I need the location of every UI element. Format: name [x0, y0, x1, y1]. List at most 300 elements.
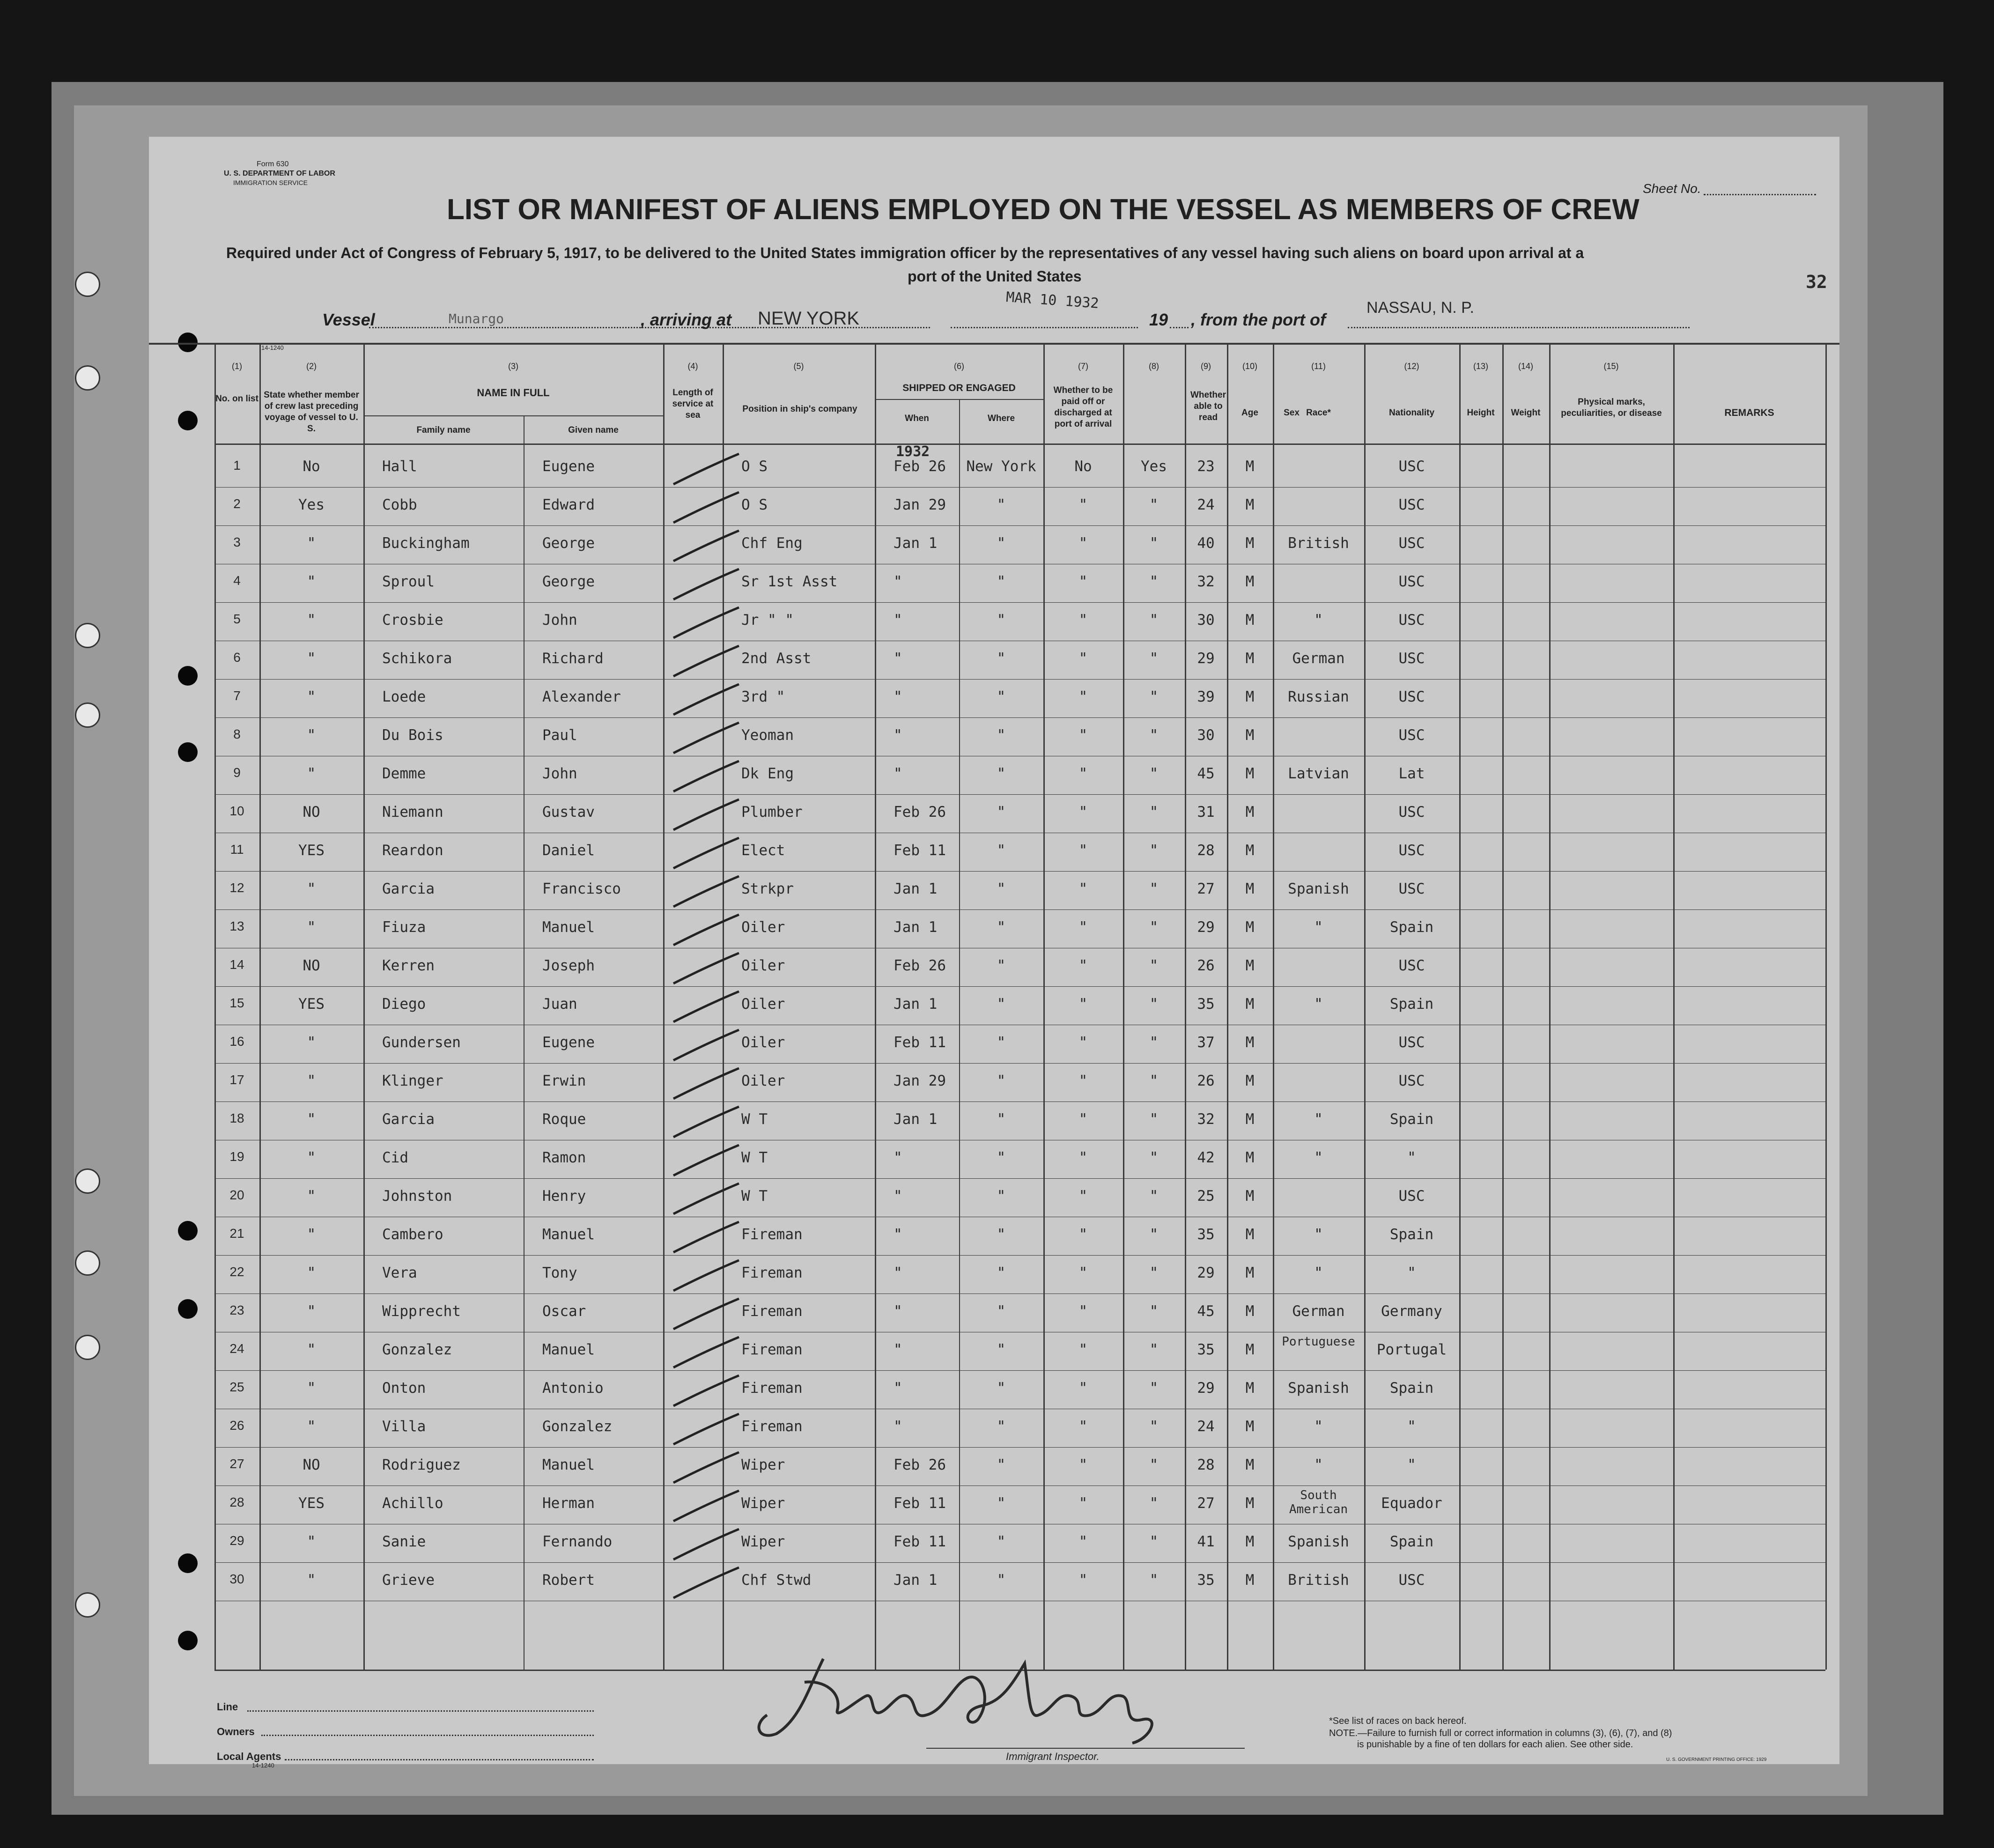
able-to-read-cell: " — [1149, 650, 1159, 667]
shipped-when-cell: Feb 26 — [894, 1456, 946, 1473]
paid-off-cell: " — [1078, 919, 1088, 936]
able-to-read-cell: " — [1149, 957, 1159, 974]
able-to-read-cell: " — [1149, 1226, 1159, 1243]
sex-cell: M — [1245, 727, 1255, 744]
family-name-cell: Onton — [382, 1380, 426, 1397]
nationality-cell: USC — [1398, 535, 1425, 552]
shipped-where-cell: " — [997, 765, 1006, 782]
paid-off-cell: No — [1074, 458, 1092, 475]
col-given-header: Given name — [568, 425, 619, 435]
family-name-cell: Crosbie — [382, 612, 443, 628]
shipped-when-cell: Jan 1 — [894, 1111, 938, 1128]
shipped-where-cell: " — [997, 804, 1006, 821]
race-cell: " — [1314, 1111, 1323, 1128]
shipped-when-cell: Feb 26 — [894, 804, 946, 821]
col-age-header: Age — [1241, 408, 1258, 418]
position-cell: Fireman — [741, 1341, 803, 1358]
nationality-cell: USC — [1398, 496, 1425, 513]
nationality-cell: USC — [1398, 1572, 1425, 1589]
col-prev-voyage-header: State whether member of crew last preceding voyage of vessel to U. S. — [264, 390, 359, 434]
nationality-cell: USC — [1398, 612, 1425, 628]
sex-cell: M — [1245, 765, 1255, 782]
sheet-no-label: Sheet No. — [1643, 181, 1701, 196]
row-number: 28 — [229, 1495, 244, 1509]
colnum: (6) — [954, 362, 964, 371]
family-name-cell: Rodriguez — [382, 1456, 461, 1473]
nationality-cell: USC — [1398, 458, 1425, 475]
service-check-mark — [669, 912, 744, 950]
family-name-cell: Gonzalez — [382, 1341, 452, 1358]
age-cell: 39 — [1197, 688, 1215, 705]
service-check-mark — [669, 1181, 744, 1219]
position-cell: Sr 1st Asst — [741, 573, 838, 590]
shipped-when-cell: " — [894, 688, 902, 705]
position-cell: Fireman — [741, 1418, 803, 1435]
family-name-cell: Cambero — [382, 1226, 443, 1243]
col-weight-header: Weight — [1511, 408, 1541, 418]
col-when-header: When — [905, 414, 929, 423]
age-cell: 45 — [1197, 1303, 1215, 1320]
colnum: (11) — [1311, 362, 1326, 371]
col-race-label: Race* — [1306, 408, 1331, 418]
position-cell: Dk Eng — [741, 765, 794, 782]
shipped-when-cell: " — [894, 1188, 902, 1205]
shipped-where-cell: " — [997, 996, 1006, 1013]
paid-off-cell: " — [1078, 1495, 1088, 1512]
shipped-when-cell: Jan 1 — [894, 535, 938, 552]
shipped-when-cell: " — [894, 573, 902, 590]
table-row — [149, 450, 1839, 488]
col-read-header: Whether able to read — [1190, 390, 1226, 422]
given-name-cell: Roque — [542, 1111, 586, 1128]
shipped-where-cell: " — [997, 688, 1006, 705]
service-check-mark — [669, 1373, 744, 1411]
sex-cell: M — [1245, 804, 1255, 821]
race-cell: " — [1314, 1456, 1323, 1473]
from-port-label: , from the port of — [1191, 310, 1326, 329]
colnum: (8) — [1149, 362, 1159, 371]
family-name-cell: Villa — [382, 1418, 426, 1435]
sex-cell: M — [1245, 1303, 1255, 1320]
shipped-where-cell: " — [997, 650, 1006, 667]
position-cell: Yeoman — [741, 727, 794, 744]
manifest-sheet — [149, 137, 1839, 1769]
given-name-cell: Antonio — [542, 1380, 604, 1397]
printer-note: U. S. GOVERNMENT PRINTING OFFICE: 1929 — [1666, 1757, 1767, 1762]
table-row — [149, 642, 1839, 680]
nationality-cell: Germany — [1381, 1303, 1442, 1320]
col-name-header: NAME IN FULL — [477, 387, 550, 399]
nationality-cell: USC — [1398, 1188, 1425, 1205]
paid-off-cell: " — [1078, 804, 1088, 821]
year-note: 1932 — [896, 444, 930, 460]
shipped-where-cell: " — [997, 919, 1006, 936]
given-name-cell: Joseph — [542, 957, 595, 974]
table-row — [149, 526, 1839, 565]
position-cell: Elect — [741, 842, 785, 859]
shipped-when-cell: Jan 1 — [894, 919, 938, 936]
nationality-cell: USC — [1398, 1034, 1425, 1051]
row-number: 10 — [229, 804, 244, 818]
able-to-read-cell: " — [1149, 804, 1159, 821]
family-name-cell: Achillo — [382, 1495, 443, 1512]
table-row — [149, 603, 1839, 642]
shipped-where-cell: " — [997, 1072, 1006, 1089]
shipped-where-cell: " — [997, 1380, 1006, 1397]
table-row — [149, 488, 1839, 526]
shipped-when-cell: Jan 1 — [894, 880, 938, 897]
shipped-when-cell: " — [894, 1380, 902, 1397]
able-to-read-cell: " — [1149, 996, 1159, 1013]
paid-off-cell: " — [1078, 1111, 1088, 1128]
sex-cell: M — [1245, 842, 1255, 859]
owners-label: Owners — [217, 1726, 255, 1737]
row-divider — [214, 986, 1825, 987]
colnum: (5) — [793, 362, 804, 371]
position-cell: Oiler — [741, 919, 785, 936]
table-row — [149, 680, 1839, 718]
service-check-mark — [669, 528, 744, 566]
prev-voyage-cell: NO — [303, 957, 320, 974]
col-height-header: Height — [1467, 408, 1495, 418]
given-name-cell: Juan — [542, 996, 577, 1013]
paid-off-cell: " — [1078, 1380, 1088, 1397]
service-check-mark — [669, 1450, 744, 1487]
prev-voyage-cell: YES — [298, 842, 325, 859]
prev-voyage-cell: Yes — [298, 496, 325, 513]
binder-hole — [75, 702, 100, 728]
colnum: (13) — [1473, 362, 1488, 371]
binder-hole — [75, 365, 100, 391]
row-number: 27 — [229, 1456, 244, 1471]
able-to-read-cell: " — [1149, 1533, 1159, 1550]
shipped-when-cell: Feb 26 — [894, 957, 946, 974]
position-cell: Oiler — [741, 996, 785, 1013]
race-cell: " — [1314, 1264, 1323, 1281]
paid-off-cell: " — [1078, 1188, 1088, 1205]
arriving-label: , arriving at — [641, 310, 732, 329]
service-check-mark — [669, 1527, 744, 1564]
row-number: 18 — [229, 1111, 244, 1125]
nationality-cell: USC — [1398, 1072, 1425, 1089]
nationality-cell: USC — [1398, 727, 1425, 744]
row-number: 4 — [233, 573, 241, 588]
age-cell: 32 — [1197, 573, 1215, 590]
row-number: 15 — [229, 996, 244, 1010]
shipped-where-cell: " — [997, 1495, 1006, 1512]
table-row — [149, 1141, 1839, 1179]
given-name-cell: Ramon — [542, 1149, 586, 1166]
shipped-where-cell: " — [997, 1418, 1006, 1435]
sex-cell: M — [1245, 1533, 1255, 1550]
prev-voyage-cell: " — [307, 1380, 316, 1397]
shipped-where-cell: " — [997, 1149, 1006, 1166]
able-to-read-cell: " — [1149, 919, 1159, 936]
row-number: 25 — [229, 1380, 244, 1394]
prev-voyage-cell: " — [307, 1149, 316, 1166]
race-cell: " — [1314, 1418, 1323, 1435]
binder-hole — [75, 1250, 100, 1276]
sex-cell: M — [1245, 1456, 1255, 1473]
race-cell: Portuguese — [1282, 1335, 1355, 1349]
subtitle-line2: port of the United States — [908, 268, 1082, 285]
given-name-cell: Alexander — [542, 688, 621, 705]
paid-off-cell: " — [1078, 842, 1088, 859]
sex-cell: M — [1245, 1034, 1255, 1051]
given-name-cell: Fernando — [542, 1533, 613, 1550]
paid-off-cell: " — [1078, 1226, 1088, 1243]
prev-voyage-cell: NO — [303, 804, 320, 821]
shipped-when-cell: Feb 11 — [894, 1495, 946, 1512]
colnum: (3) — [508, 362, 518, 371]
age-cell: 25 — [1197, 1188, 1215, 1205]
service-check-mark — [669, 1412, 744, 1449]
shipped-when-cell: " — [894, 727, 902, 744]
age-cell: 26 — [1197, 1072, 1215, 1089]
row-divider — [214, 1447, 1825, 1448]
able-to-read-cell: " — [1149, 765, 1159, 782]
paid-off-cell: " — [1078, 1572, 1088, 1589]
colnum: (9) — [1201, 362, 1211, 371]
prev-voyage-cell: YES — [298, 996, 325, 1013]
colnum: (14) — [1518, 362, 1533, 371]
position-cell: Fireman — [741, 1303, 803, 1320]
able-to-read-cell: " — [1149, 1572, 1159, 1589]
prev-voyage-cell: " — [307, 727, 316, 744]
position-cell: O S — [741, 496, 768, 513]
binder-hole — [75, 1335, 100, 1360]
shipped-where-cell: " — [997, 1264, 1006, 1281]
age-cell: 30 — [1197, 612, 1215, 628]
inspector-signature — [748, 1645, 1226, 1748]
race-cell: " — [1314, 1149, 1323, 1166]
service-check-mark — [669, 1066, 744, 1103]
given-name-cell: Henry — [542, 1188, 586, 1205]
given-name-cell: Daniel — [542, 842, 595, 859]
family-name-cell: Wipprecht — [382, 1303, 461, 1320]
race-cell: German — [1292, 650, 1345, 667]
sex-cell: M — [1245, 650, 1255, 667]
row-divider — [214, 871, 1825, 872]
nationality-cell: Spain — [1389, 1533, 1434, 1550]
given-name-cell: Paul — [542, 727, 577, 744]
family-name-cell: Grieve — [382, 1572, 435, 1589]
age-cell: 29 — [1197, 919, 1215, 936]
shipped-when-cell: Jan 29 — [894, 1072, 946, 1089]
row-divider — [214, 1178, 1825, 1179]
position-cell: Plumber — [741, 804, 803, 821]
table-row — [149, 757, 1839, 795]
family-name-cell: Fiuza — [382, 919, 426, 936]
row-divider — [214, 487, 1825, 488]
paid-off-cell: " — [1078, 688, 1088, 705]
able-to-read-cell: " — [1149, 1456, 1159, 1473]
able-to-read-cell: " — [1149, 1188, 1159, 1205]
row-number: 7 — [233, 688, 241, 703]
able-to-read-cell: " — [1149, 1111, 1159, 1128]
sex-cell: M — [1245, 1072, 1255, 1089]
nationality-cell: Spain — [1389, 996, 1434, 1013]
row-number: 23 — [229, 1303, 244, 1317]
sex-cell: M — [1245, 880, 1255, 897]
able-to-read-cell: " — [1149, 1341, 1159, 1358]
service-check-mark — [669, 1258, 744, 1295]
paid-off-cell: " — [1078, 957, 1088, 974]
shipped-when-cell: " — [894, 1226, 902, 1243]
able-to-read-cell: " — [1149, 727, 1159, 744]
shipped-when-cell: " — [894, 1149, 902, 1166]
colnum: (7) — [1078, 362, 1088, 371]
shipped-when-cell: Jan 29 — [894, 496, 946, 513]
service-check-mark — [669, 720, 744, 758]
row-number: 30 — [229, 1572, 244, 1586]
row-number: 8 — [233, 727, 241, 741]
shipped-when-cell: Feb 11 — [894, 1034, 946, 1051]
able-to-read-cell: " — [1149, 1072, 1159, 1089]
table-row — [149, 1026, 1839, 1064]
position-cell: Jr " " — [741, 612, 794, 628]
shipped-where-cell: " — [997, 1226, 1006, 1243]
paid-off-cell: " — [1078, 535, 1088, 552]
shipped-where-cell: " — [997, 496, 1006, 513]
age-cell: 35 — [1197, 1226, 1215, 1243]
position-cell: Strkpr — [741, 880, 794, 897]
position-cell: 3rd " — [741, 688, 785, 705]
able-to-read-cell: " — [1149, 1303, 1159, 1320]
shipped-when-cell: " — [894, 650, 902, 667]
given-name-cell: Eugene — [542, 1034, 595, 1051]
table-row — [149, 1256, 1839, 1294]
shipped-where-cell: " — [997, 1341, 1006, 1358]
row-number: 19 — [229, 1149, 244, 1164]
row-number: 16 — [229, 1034, 244, 1049]
table-row — [149, 949, 1839, 987]
prev-voyage-cell: " — [307, 688, 316, 705]
age-cell: 24 — [1197, 496, 1215, 513]
table-row — [149, 834, 1839, 872]
service-check-mark — [669, 1143, 744, 1180]
family-name-cell: Demme — [382, 765, 426, 782]
given-name-cell: George — [542, 535, 595, 552]
col-nationality-label: Nationality — [1388, 408, 1435, 418]
race-cell: Latvian — [1288, 765, 1349, 782]
race-cell: " — [1314, 996, 1323, 1013]
shipped-where-cell: " — [997, 573, 1006, 590]
binder-hole — [75, 1592, 100, 1618]
race-cell: " — [1314, 919, 1323, 936]
age-cell: 28 — [1197, 1456, 1215, 1473]
able-to-read-cell: " — [1149, 1264, 1159, 1281]
paid-off-cell: " — [1078, 612, 1088, 628]
family-name-cell: Sproul — [382, 573, 435, 590]
colnum: (1) — [232, 362, 242, 371]
col-paid-off-header: Whether to be paid off or discharged at port of arrival — [1053, 385, 1113, 429]
given-name-cell: Erwin — [542, 1072, 586, 1089]
row-number: 17 — [229, 1072, 244, 1087]
col-family-header: Family name — [416, 425, 471, 435]
family-name-cell: Du Bois — [382, 727, 443, 744]
colnum: (15) — [1603, 362, 1619, 371]
position-cell: Oiler — [741, 1034, 785, 1051]
punch-hole — [178, 1631, 198, 1650]
shipped-when-cell: " — [894, 765, 902, 782]
colnum: (12) — [1404, 362, 1419, 371]
given-name-cell: George — [542, 573, 595, 590]
vessel-name: Munargo — [449, 311, 504, 326]
row-number: 1 — [233, 458, 241, 473]
paid-off-cell: " — [1078, 727, 1088, 744]
year-prefix: 19 — [1149, 310, 1168, 329]
age-cell: 29 — [1197, 1264, 1215, 1281]
able-to-read-cell: " — [1149, 1380, 1159, 1397]
sex-cell: M — [1245, 1380, 1255, 1397]
shipped-where-cell: " — [997, 842, 1006, 859]
shipped-when-cell: Jan 1 — [894, 1572, 938, 1589]
family-name-cell: Gundersen — [382, 1034, 461, 1051]
col-physical-header: Physical marks, peculiarities, or disease — [1561, 397, 1662, 418]
paid-off-cell: " — [1078, 1456, 1088, 1473]
nationality-cell: USC — [1398, 957, 1425, 974]
family-name-cell: Garcia — [382, 1111, 435, 1128]
nationality-cell: Portugal — [1376, 1341, 1447, 1358]
paid-off-cell: " — [1078, 880, 1088, 897]
family-name-cell: Niemann — [382, 804, 443, 821]
able-to-read-cell: " — [1149, 573, 1159, 590]
race-cell: " — [1314, 612, 1323, 628]
sex-cell: M — [1245, 996, 1255, 1013]
paid-off-cell: " — [1078, 573, 1088, 590]
position-cell: Fireman — [741, 1264, 803, 1281]
prev-voyage-cell: No — [303, 458, 320, 475]
row-number: 29 — [229, 1533, 244, 1548]
line-label: Line — [217, 1701, 238, 1713]
nationality-cell: Spain — [1389, 919, 1434, 936]
family-name-cell: Reardon — [382, 842, 443, 859]
table-row — [149, 1448, 1839, 1486]
able-to-read-cell: " — [1149, 842, 1159, 859]
service-check-mark — [669, 989, 744, 1027]
service-check-mark — [669, 490, 744, 527]
paid-off-cell: " — [1078, 1264, 1088, 1281]
row-divider — [214, 794, 1825, 795]
table-row — [149, 910, 1839, 949]
prev-voyage-cell: " — [307, 1303, 316, 1320]
sex-cell: M — [1245, 919, 1255, 936]
position-cell: Chf Eng — [741, 535, 803, 552]
row-divider — [214, 1370, 1825, 1371]
table-row — [149, 872, 1839, 910]
sex-cell: M — [1245, 458, 1255, 475]
position-cell: Oiler — [741, 1072, 785, 1089]
table-row — [149, 1218, 1839, 1256]
race-cell: Spanish — [1288, 1380, 1349, 1397]
sex-cell: M — [1245, 688, 1255, 705]
binder-hole — [75, 1168, 100, 1194]
able-to-read-cell: " — [1149, 496, 1159, 513]
given-name-cell: Tony — [542, 1264, 577, 1281]
age-cell: 40 — [1197, 535, 1215, 552]
row-number: 5 — [233, 612, 241, 626]
prev-voyage-cell: " — [307, 1418, 316, 1435]
sex-cell: M — [1245, 1188, 1255, 1205]
table-row — [149, 1410, 1839, 1448]
paid-off-cell: " — [1078, 1149, 1088, 1166]
colnum: (2) — [306, 362, 317, 371]
family-name-cell: Diego — [382, 996, 426, 1013]
race-cell: British — [1288, 535, 1349, 552]
position-cell: W T — [741, 1188, 768, 1205]
given-name-cell: Manuel — [542, 1226, 595, 1243]
